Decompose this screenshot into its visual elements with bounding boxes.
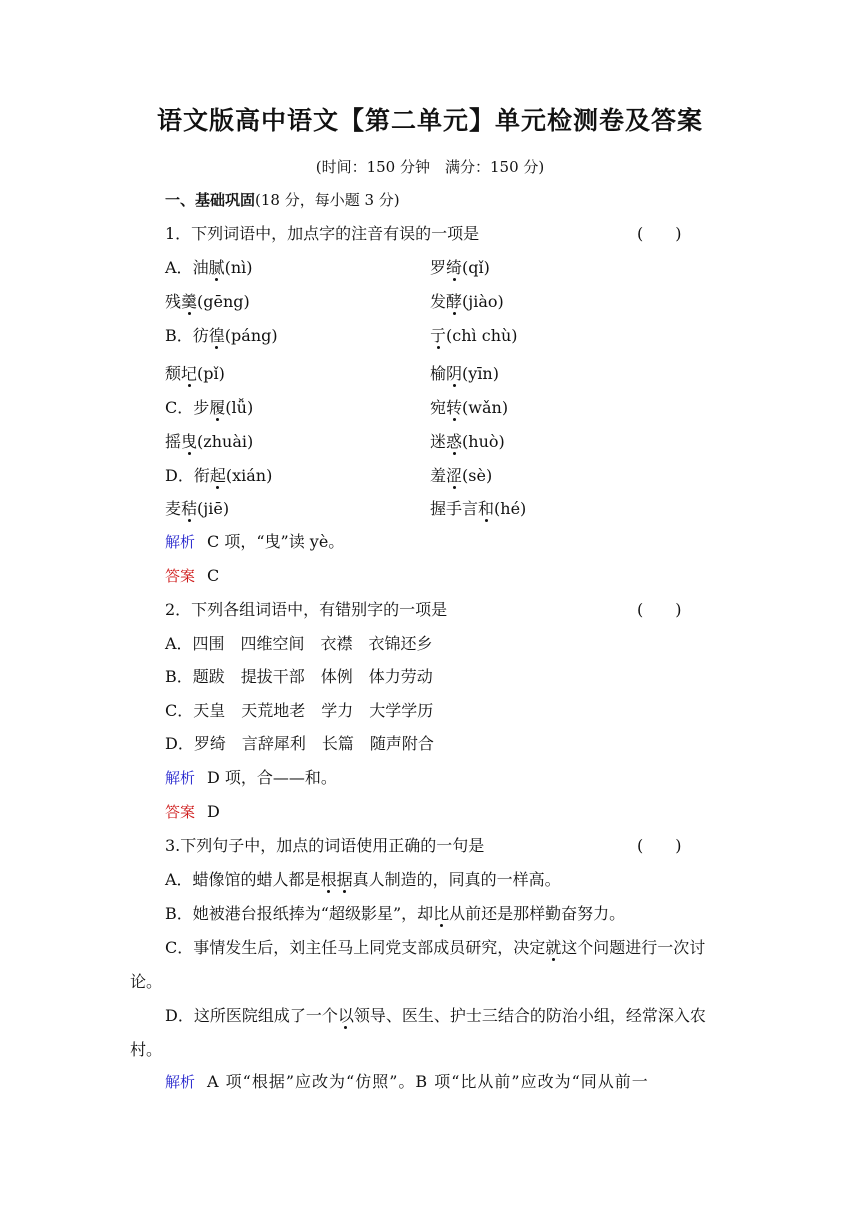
dotted-char: 腻	[208, 258, 225, 277]
q1-option-left	[165, 258, 253, 278]
answer-text: C	[207, 566, 220, 585]
q3-option-a	[165, 870, 561, 890]
pinyin: (huò)	[462, 432, 505, 451]
q1-option-left	[165, 499, 229, 519]
analysis-label: 解析	[165, 769, 196, 787]
q1-option-right	[430, 292, 504, 312]
q1-option-left	[165, 398, 253, 418]
q3-analysis	[165, 1072, 649, 1092]
dotted-char: 和	[478, 499, 495, 518]
q1-answer	[165, 566, 219, 586]
word-char: 彷	[192, 326, 209, 345]
q1-option-left	[165, 364, 225, 384]
word-char: 衔	[193, 466, 210, 485]
dotted-char: 据	[336, 870, 353, 889]
word-char: 残	[165, 292, 182, 311]
dotted-char: 起	[209, 466, 226, 485]
dotted-char: 比	[433, 904, 450, 923]
dotted-char: 圮	[181, 364, 198, 383]
q2-option-c: C．天皇 天荒地老 学力 大学学历	[165, 701, 434, 720]
dotted-char: 涩	[446, 466, 463, 485]
dotted-char: 亍	[430, 326, 447, 345]
question-2-stem: 2．下列各组词语中，有错别字的一项是	[165, 600, 448, 619]
q2-analysis	[165, 768, 337, 788]
pinyin: (gēng)	[197, 292, 250, 311]
answer-paren-2: ( )	[637, 600, 682, 619]
q1-option-left	[165, 466, 272, 486]
analysis-text: D 项，合——和。	[207, 768, 337, 787]
dotted-char: 以	[337, 1006, 354, 1025]
option-letter: B．	[165, 326, 193, 345]
q3-option-b	[165, 904, 625, 924]
q1-option-right	[430, 499, 526, 519]
q1-option-right	[430, 398, 508, 418]
dotted-char: 惑	[446, 432, 463, 451]
q3-option-d	[130, 999, 730, 1067]
dotted-char: 就	[545, 938, 562, 957]
word-char: 罗	[430, 258, 447, 277]
pinyin: (jiào)	[462, 292, 504, 311]
option-text: B．她被港台报纸捧为“超级影星”，却	[165, 904, 434, 923]
option-letter: A．	[165, 258, 193, 277]
q1-option-left	[165, 326, 278, 346]
word-char: 发	[430, 292, 447, 311]
dotted-char: 酵	[446, 292, 463, 311]
dotted-char: 徨	[208, 326, 225, 345]
option-text: 真人制造的，同真的一样高。	[352, 870, 561, 889]
q2-answer	[165, 802, 220, 822]
q1-option-right	[430, 258, 490, 278]
dotted-char: 根	[320, 870, 337, 889]
option-text: 这个问题进行一次讨论。	[130, 938, 706, 991]
dotted-char: 秸	[181, 499, 198, 518]
dotted-char: 履	[209, 398, 226, 417]
q1-option-right	[430, 326, 518, 346]
word-char: 麦	[165, 499, 182, 518]
pinyin: (hé)	[494, 499, 527, 518]
pinyin: (qǐ)	[462, 258, 490, 277]
q2-option-a: A．四围 四维空间 衣襟 衣锦还乡	[165, 634, 433, 653]
pinyin: (sè)	[462, 466, 493, 485]
option-letter: D．	[165, 466, 194, 485]
pinyin: (wǎn)	[462, 398, 509, 417]
dotted-char: 转	[446, 398, 463, 417]
q3-option-c	[130, 931, 730, 999]
pinyin: (yīn)	[462, 364, 499, 383]
q1-option-left	[165, 432, 253, 452]
q1-option-right	[430, 432, 505, 452]
pinyin: (lǚ)	[225, 398, 254, 417]
pinyin: (zhuài)	[197, 432, 254, 451]
option-text: A．蜡像馆的蜡人都是	[165, 870, 321, 889]
word-char: 步	[193, 398, 210, 417]
option-text: D．这所医院组成了一个	[165, 1006, 338, 1025]
pinyin: (nì)	[224, 258, 253, 277]
word-char: 迷	[430, 432, 447, 451]
word-char: 榆	[430, 364, 447, 383]
exam-info: (时间：150 分钟 满分：150 分)	[315, 158, 545, 176]
question-1-stem: 1．下列词语中，加点字的注音有误的一项是	[165, 224, 480, 243]
dotted-char: 羹	[181, 292, 198, 311]
q1-option-right	[430, 466, 492, 486]
word-char: 摇	[165, 432, 182, 451]
dotted-char: 绮	[446, 258, 463, 277]
question-3-stem: 3.下列句子中，加点的词语使用正确的一句是	[165, 836, 485, 855]
analysis-label: 解析	[165, 533, 196, 551]
q1-option-left	[165, 292, 250, 312]
dotted-char: 阴	[446, 364, 463, 383]
option-text: 领导、医生、护士三结合的防治小组，经常深入农村。	[130, 1006, 706, 1059]
q2-option-b: B．题跋 提拔干部 体例 体力劳动	[165, 667, 433, 686]
answer-label: 答案	[165, 567, 196, 585]
q1-option-right	[430, 364, 499, 384]
option-text: C．事情发生后，刘主任马上同党支部成员研究，决定	[165, 938, 546, 957]
analysis-label: 解析	[165, 1073, 196, 1091]
pinyin: (xián)	[225, 466, 273, 485]
pinyin: (jiē)	[197, 499, 230, 518]
option-letter: C．	[165, 398, 194, 417]
page-title: 语文版高中语文【第二单元】单元检测卷及答案	[156, 106, 703, 135]
dotted-char: 曳	[181, 432, 198, 451]
answer-paren-1: ( )	[637, 224, 682, 243]
section-score: (18 分，每小题 3 分)	[255, 191, 400, 209]
word-char: 握手言	[430, 499, 479, 518]
word-char: 颓	[165, 364, 182, 383]
section-title: 一、基础巩固	[165, 191, 256, 209]
word-char: 宛	[430, 398, 447, 417]
answer-paren-3: ( )	[637, 836, 682, 855]
section-heading	[165, 190, 400, 210]
pinyin: (chì chù)	[446, 326, 518, 345]
pinyin: (pǐ)	[197, 364, 225, 383]
q1-analysis	[165, 532, 344, 552]
q2-option-d: D．罗绮 言辞犀利 长篇 随声附合	[165, 734, 434, 753]
pinyin: (páng)	[224, 326, 278, 345]
word-char: 油	[192, 258, 209, 277]
answer-text: D	[207, 802, 220, 821]
answer-label: 答案	[165, 803, 196, 821]
analysis-text: C 项，“曳”读 yè。	[207, 532, 345, 551]
option-text: 从前还是那样勤奋努力。	[449, 904, 626, 923]
analysis-text: A 项“根据”应改为“仿照”。B 项“比从前”应改为“同从前一	[207, 1072, 649, 1091]
word-char: 羞	[430, 466, 447, 485]
